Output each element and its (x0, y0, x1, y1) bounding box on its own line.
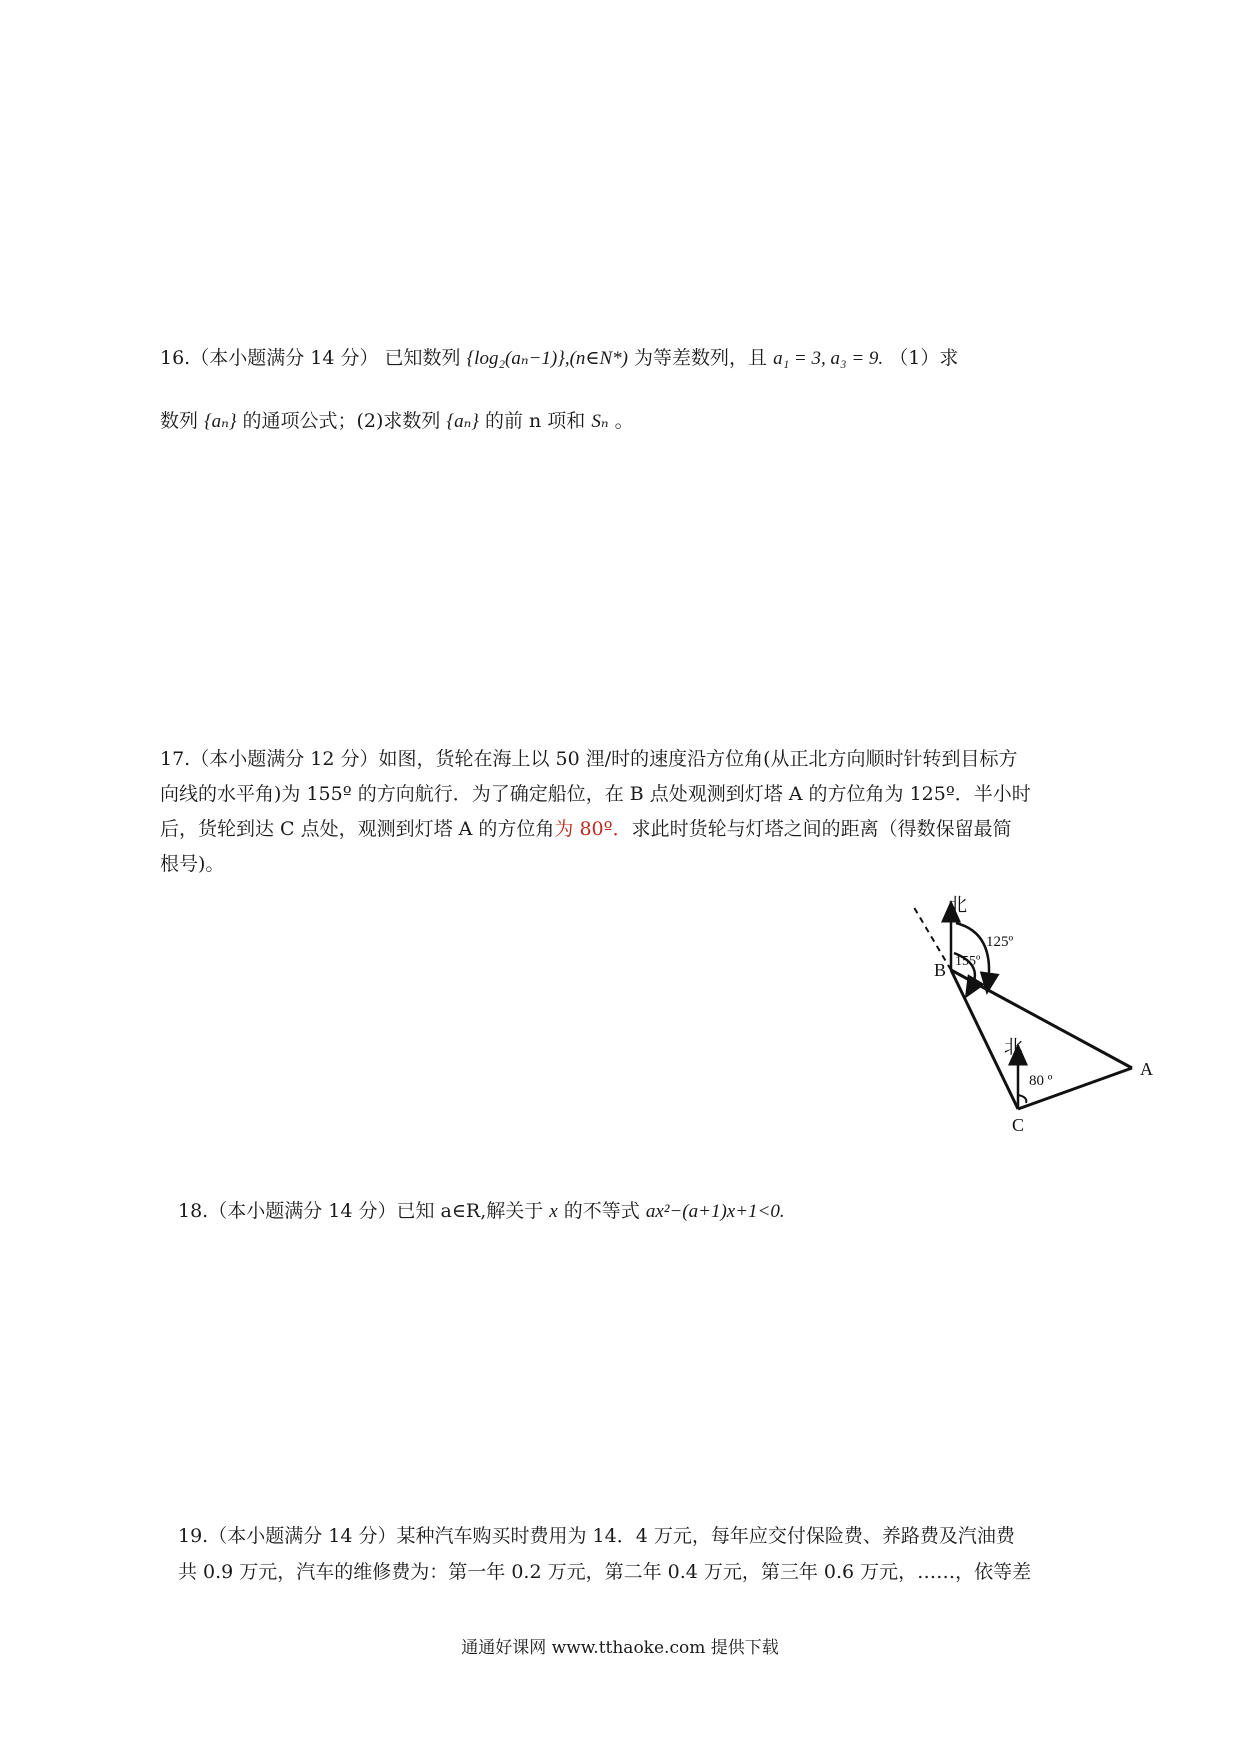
q16-given-values: a₁ = 3, a₃ = 9. (773, 348, 884, 369)
q16-line2-c: 的前 n 项和 (484, 410, 586, 432)
q18-text-b: 的不等式 (563, 1200, 640, 1222)
q17-highlight: 为 80º． (554, 818, 632, 840)
q16-line2-end: 。 (614, 410, 634, 432)
angle-label-80: 80 º (1029, 1073, 1053, 1089)
page-footer: 通通好课网 www.tthaoke.com 提供下载 (461, 1638, 779, 1658)
q16-line2-a: 数列 (160, 410, 199, 432)
segment-ba (951, 970, 1132, 1068)
q18-line (178, 1198, 785, 1225)
q16-sum: Sₙ (591, 411, 609, 432)
q19-line2: 共 0.9 万元，汽车的维修费为：第一年 0.2 万元，第二年 0.4 万元，第三年 0.6 万元，……，依等差 (178, 1561, 1032, 1583)
q16-sequence-2: {aₙ} (446, 411, 479, 432)
q16-line1 (160, 345, 958, 372)
navigation-diagram (900, 885, 1160, 1150)
q16-line2 (160, 408, 634, 435)
q17-line2: 向线的水平角)为 155º 的方向航行．为了确定船位，在 B 点处观测到灯塔 A 的方位角为 125º．半小时 (160, 783, 1031, 805)
point-label-a: A (1140, 1059, 1153, 1079)
q16-line2-b: 的通项公式；(2)求数列 (242, 410, 441, 432)
q16-mid: 为等差数列，且 (634, 347, 768, 369)
point-label-b: B (934, 960, 947, 980)
q19-line1: 19.（本小题满分 14 分）某种汽车购买时费用为 14．4 万元，每年应交付保险费、养路费及汽油费 (178, 1525, 1015, 1547)
north-label-c: 北 (1004, 1037, 1024, 1058)
angle-label-125: 125º (986, 934, 1014, 950)
q16-sequence: {aₙ} (204, 411, 237, 432)
angle-label-155: 155º (955, 954, 981, 969)
point-label-c: C (1012, 1115, 1025, 1135)
q18-text-a: 18.（本小题满分 14 分）已知 a∈R,解关于 (178, 1200, 544, 1222)
q17-line3-a: 后，货轮到达 C 点处，观测到灯塔 A 的方位角 (160, 818, 555, 840)
q16-head: 16.（本小题满分 14 分） 已知数列 (160, 347, 461, 369)
q16-log-expression: {log₂(aₙ−1)},(n∈N*) (466, 348, 628, 369)
north-label-b: 北 (948, 895, 968, 916)
q16-part1: （1）求 (889, 347, 959, 369)
q18-inequality: ax²−(a+1)x+1<0. (645, 1201, 785, 1222)
q17-line3-b: 求此时货轮与灯塔之间的距离（得数保留最简 (631, 818, 1012, 840)
q17-line3 (160, 816, 1012, 842)
q17-line4: 根号)。 (160, 853, 225, 875)
q18-variable: x (549, 1201, 558, 1222)
q17-line1: 17.（本小题满分 12 分）如图，货轮在海上以 50 浬/时的速度沿方位角(从正北方向顺时针转到目标方 (160, 748, 1018, 770)
